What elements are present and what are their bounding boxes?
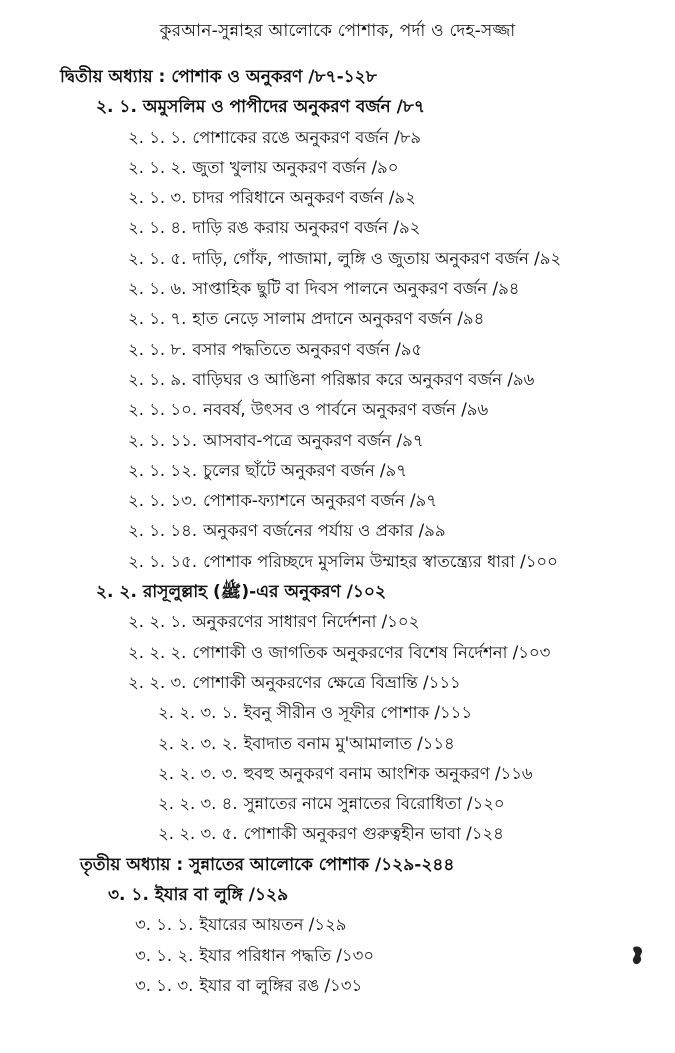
- toc-entry-title: পোশাক পরিচ্ছদে মুসলিম উম্মাহর স্বাতন্ত্র্যের ধারা /১০০: [203, 551, 558, 571]
- toc-item-line: [0, 123, 675, 153]
- toc-entry-number: ৩. ১.: [108, 885, 149, 906]
- toc-item-line: [0, 698, 675, 728]
- toc-entry-title: চুলের ছাঁটে অনুকরণ বর্জন /৯৭: [203, 460, 407, 480]
- toc-item-line: [0, 668, 675, 698]
- toc-entry-title: সুন্নাতের নামে সুন্নাতের বিরোধিতা /১২০: [243, 794, 505, 814]
- toc-section-line: [0, 880, 675, 910]
- toc-entry-number: ২. ১.: [96, 97, 137, 118]
- toc-item-line: [0, 304, 675, 334]
- toc-entry-number: ২. ২. ৩. ৩.: [158, 763, 238, 783]
- toc-entry-number: ২. ২. ৩.: [128, 672, 187, 692]
- toc-entry-number: ৩. ১. ১.: [135, 915, 194, 935]
- toc-entry-number: ২. ১. ১২.: [128, 460, 198, 480]
- toc-entry-number: ২. ২. ৩. ৫.: [158, 824, 238, 844]
- ink-mark: [631, 945, 645, 967]
- toc-entry-number: ২. ১. ১.: [128, 127, 187, 147]
- toc-entry-number: ২. ১. ১১.: [128, 430, 198, 450]
- toc-entry-number: ২. ২. ১.: [128, 612, 187, 632]
- toc-item-line: [0, 789, 675, 819]
- toc-item-line: [0, 971, 675, 1001]
- toc-item-line: [0, 274, 675, 304]
- toc-entry-title: অনুকরণ বর্জনের পর্যায় ও প্রকার /৯৯: [203, 521, 446, 541]
- toc-entry-number: ২. ১. ৫.: [128, 248, 187, 268]
- toc-section-line: [0, 577, 675, 607]
- toc-chapter-line: [0, 62, 675, 92]
- toc-entry-title: ইযার বা লুঙ্গি /১২৯: [154, 885, 289, 906]
- toc-item-line: [0, 244, 675, 274]
- toc-item-line: [0, 638, 675, 668]
- toc-entry-number: ২. ২. ২.: [128, 642, 187, 662]
- toc-item-line: [0, 910, 675, 940]
- toc-entry-title: ইবনু সীরীন ও সূফীর পোশাক /১১১: [243, 703, 473, 723]
- toc-entry-number: ২. ১. ১৫.: [128, 551, 198, 571]
- toc-entry-title: অনুকরণের সাধারণ নির্দেশনা /১০২: [192, 612, 420, 632]
- toc-section-line: [0, 92, 675, 122]
- toc-item-line: [0, 516, 675, 546]
- toc-entry-number: ২. ১. ৪.: [128, 218, 187, 238]
- toc-entry-number: ২. ২. ৩. ২.: [158, 733, 238, 753]
- toc-entry-title: দাড়ি, গোঁফ, পাজামা, লুঙ্গি ও জুতায় অনুকরণ বর্জন /৯২: [192, 248, 562, 268]
- toc-entry-title: চাদর পরিধানে অনুকরণ বর্জন /৯২: [192, 188, 416, 208]
- toc-entry-number: ২. ২.: [96, 582, 137, 603]
- toc-entry-title: দাড়ি রঙ করায় অনুকরণ বর্জন /৯২: [192, 218, 421, 238]
- toc-entry-number: ২. ১. ২.: [128, 157, 187, 177]
- toc-entry-number: ২. ১. ৩.: [128, 188, 187, 208]
- toc-entry-title: অমুসলিম ও পাপীদের অনুকরণ বর্জন /৮৭: [142, 97, 425, 118]
- toc-entry-number: ৩. ১. ২.: [135, 945, 194, 965]
- toc-entry-title: পোশাকী অনুকরণের ক্ষেত্রে বিভ্রান্তি /১১১: [192, 672, 461, 692]
- toc-entry-number: ২. ১. ৯.: [128, 369, 187, 389]
- toc-item-line: [0, 941, 675, 971]
- toc-entry-number: ২. ২. ৩. ১.: [158, 703, 238, 723]
- toc-item-line: [0, 456, 675, 486]
- toc-entry-title: সাপ্তাহিক ছুটি বা দিবস পালনে অনুকরণ বর্জন /৯৪: [192, 279, 520, 299]
- toc-chapter-line: [0, 850, 675, 880]
- toc-item-line: [0, 183, 675, 213]
- toc-item-line: [0, 759, 675, 789]
- toc-entry-title: সুন্নাতের আলোকে পোশাক /১২৯-২৪৪: [189, 854, 455, 875]
- toc-entry-number: ২. ১. ৮.: [128, 339, 187, 359]
- toc-entry-title: পোশাকী ও জাগতিক অনুকরণের বিশেষ নির্দেশনা /১০৩: [192, 642, 551, 662]
- toc-entry-number: ২. ১. ১৩.: [128, 491, 198, 511]
- toc-entry-title: জুতা খুলায় অনুকরণ বর্জন /৯০: [192, 157, 399, 177]
- toc-item-line: [0, 486, 675, 516]
- toc-item-line: [0, 426, 675, 456]
- toc-item-line: [0, 729, 675, 759]
- toc-item-line: [0, 607, 675, 637]
- toc-entry-number: ২. ১. ১৪.: [128, 521, 198, 541]
- toc-entry-number: ২. ১. ৬.: [128, 279, 187, 299]
- toc-entry-title: পোশাক-ফ্যাশনে অনুকরণ বর্জন /৯৭: [203, 491, 437, 511]
- toc-entry-title: ইযারের আয়তন /১২৯: [199, 915, 347, 935]
- toc-entry-number: দ্বিতীয় অধ্যায় :: [60, 67, 166, 87]
- toc-entry-number: তৃতীয় অধ্যায় :: [80, 854, 184, 875]
- toc-entry-title: ইযার পরিধান পদ্ধতি /১৩০: [199, 945, 375, 965]
- toc-item-line: [0, 365, 675, 395]
- toc-entry-title: পোশাকী অনুকরণ গুরুত্বহীন ভাবা /১২৪: [243, 824, 504, 844]
- toc-entry-title: পোশাক ও অনুকরণ /৮৭-১২৮: [171, 67, 377, 87]
- toc-item-line: [0, 153, 675, 183]
- toc-item-line: [0, 547, 675, 577]
- toc-item-line: [0, 395, 675, 425]
- toc-entry-title: বাড়িঘর ও আঙিনা পরিষ্কার করে অনুকরণ বর্জন /৯৬: [192, 369, 535, 389]
- page-header: কুরআন-সুন্নাহর আলোকে পোশাক, পর্দা ও দেহ-সজ্জা: [159, 21, 516, 41]
- toc-entry-title: হাত নেড়ে সালাম প্রদানে অনুকরণ বর্জন /৯৪: [192, 309, 485, 329]
- toc-entry-title: ইযার বা লুঙ্গির রঙ /১৩১: [199, 975, 363, 995]
- toc-entry-number: ৩. ১. ৩.: [135, 975, 194, 995]
- toc-item-line: [0, 335, 675, 365]
- toc-item-line: [0, 213, 675, 243]
- toc-entry-title: ইবাদাত বনাম মু'আমালাত /১১৪: [243, 733, 455, 753]
- toc-entry-title: পোশাকের রঙে অনুকরণ বর্জন /৮৯: [192, 127, 422, 147]
- toc-entry-title: বসার পদ্ধতিতে অনুকরণ বর্জন /৯৫: [192, 339, 423, 359]
- table-of-contents: [0, 62, 675, 1001]
- toc-entry-number: ২. ১. ১০.: [128, 400, 198, 420]
- toc-entry-title: আসবাব-পত্রে অনুকরণ বর্জন /৯৭: [203, 430, 424, 450]
- toc-entry-number: ২. ১. ৭.: [128, 309, 187, 329]
- toc-entry-number: ২. ২. ৩. ৪.: [158, 794, 238, 814]
- toc-entry-title: হুবহু অনুকরণ বনাম আংশিক অনুকরণ /১১৬: [243, 763, 533, 783]
- toc-entry-title: রাসূলুল্লাহ (ﷺ)-এর অনুকরণ /১০২: [142, 582, 387, 603]
- toc-item-line: [0, 819, 675, 849]
- toc-entry-title: নববর্ষ, উৎসব ও পার্বনে অনুকরণ বর্জন /৯৬: [203, 400, 489, 420]
